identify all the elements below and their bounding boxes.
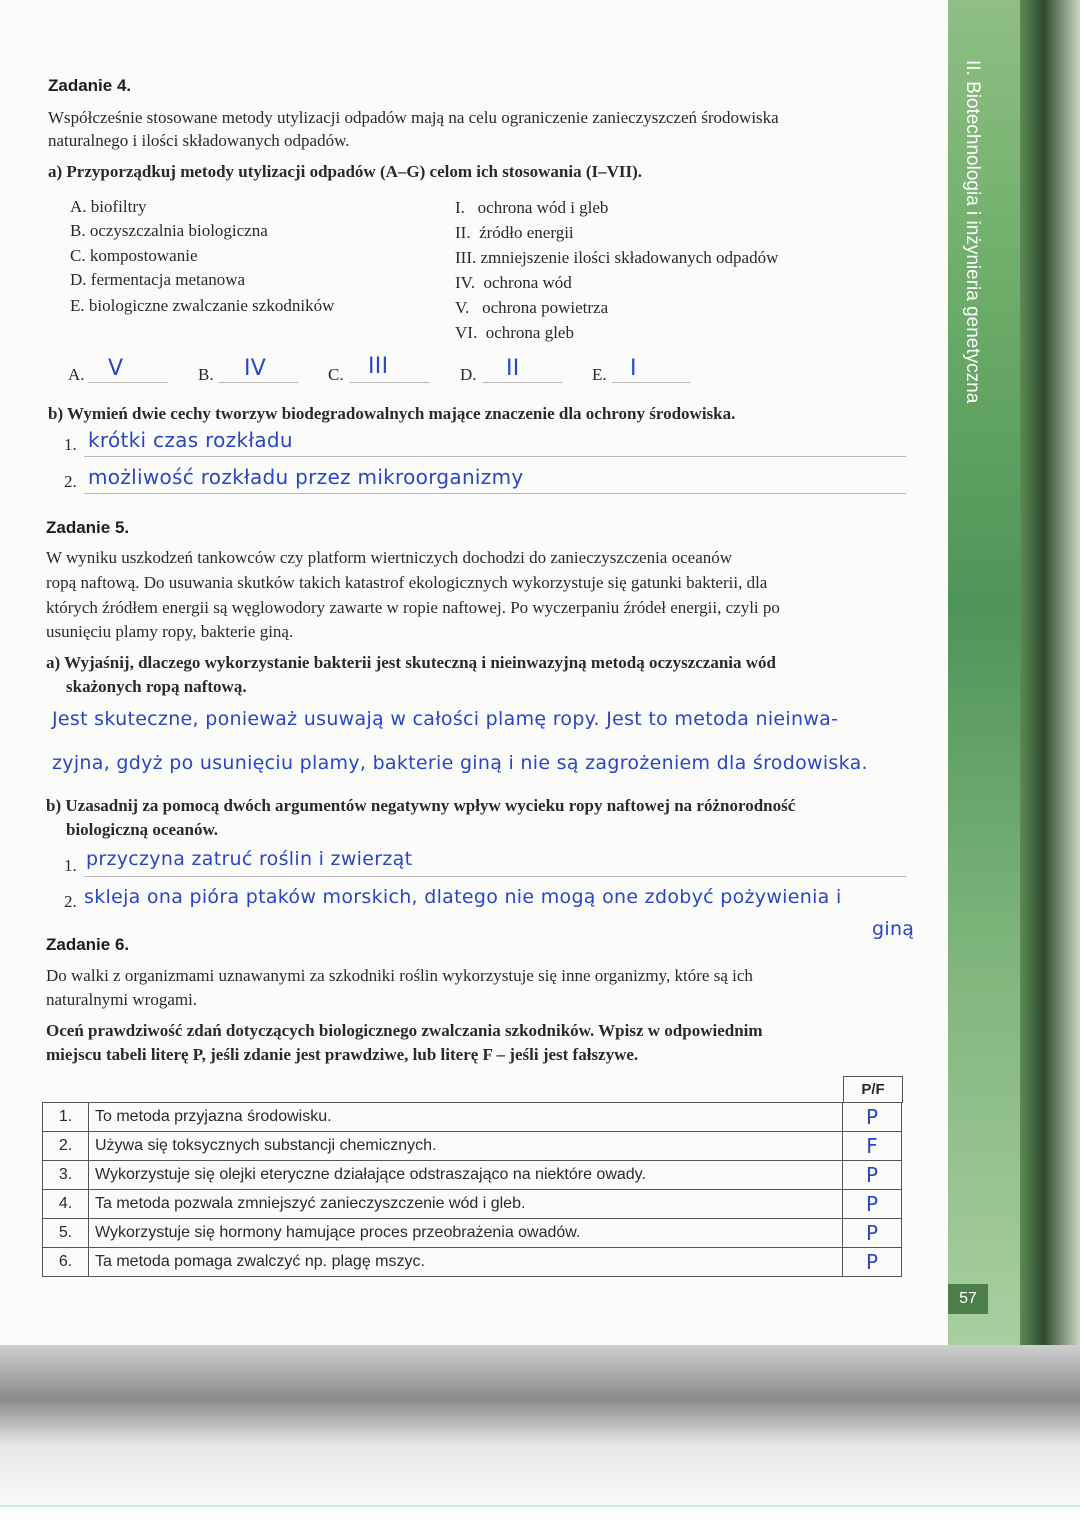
method-a: A. biofiltry bbox=[70, 197, 147, 216]
chapter-title: II. Biotechnologia i inżynieria genetyczna bbox=[962, 60, 983, 404]
task-4b-num-2: 2. bbox=[64, 472, 77, 491]
method-e: E. biologiczne zwalczanie szkodników bbox=[70, 296, 335, 315]
page-edge-shadow bbox=[1020, 0, 1080, 1345]
task-4b-answer-1[interactable]: krótki czas rozkładu bbox=[88, 428, 293, 452]
table-row bbox=[43, 1248, 902, 1277]
row-statement: Ta metoda pozwala zmniejszyć zanieczyszczenie wód i gleb. bbox=[89, 1190, 843, 1219]
true-false-table bbox=[42, 1102, 902, 1277]
task-5b-prompt-2: biologiczną oceanów. bbox=[66, 820, 219, 839]
goal-6: VI. ochrona gleb bbox=[455, 323, 574, 342]
task-6-intro-2: naturalnymi wrogami. bbox=[46, 990, 198, 1009]
task-5b-answer-2[interactable]: skleja ona pióra ptaków morskich, dlatego nie mogą one zdobyć pożywienia i bbox=[84, 886, 842, 908]
page-number: 57 bbox=[948, 1284, 988, 1314]
task-4-intro-line2: naturalnego i ilości składowanych odpadów. bbox=[48, 131, 350, 150]
answer-e[interactable]: I bbox=[630, 356, 637, 381]
task-5b-num-2: 2. bbox=[64, 892, 77, 911]
answer-label-b: B. bbox=[198, 365, 214, 384]
row-number: 1. bbox=[43, 1103, 89, 1132]
task-5b-line-1 bbox=[84, 876, 906, 877]
row-answer[interactable]: P bbox=[843, 1219, 902, 1248]
answer-d-line bbox=[482, 382, 562, 383]
answer-c-line bbox=[350, 382, 430, 383]
task-4b-line-2 bbox=[84, 493, 906, 494]
task-6-title: Zadanie 6. bbox=[46, 935, 130, 954]
task-4-intro-line1: Współcześnie stosowane metody utylizacji odpadów mają na celu ograniczenie zanieczyszczeń środowiska bbox=[48, 108, 779, 127]
task-5b-answer-2-cont[interactable]: giną bbox=[872, 918, 915, 940]
table-row bbox=[43, 1103, 902, 1132]
task-5-intro-1: W wyniku uszkodzeń tankowców czy platform wiertniczych dochodzi do zanieczyszczenia oceanów bbox=[46, 548, 733, 567]
row-answer[interactable]: P bbox=[843, 1190, 902, 1219]
task-4a-prompt: a) Przyporządkuj metody utylizacji odpadów (A–G) celom ich stosowania (I–VII). bbox=[48, 162, 643, 181]
method-d: D. fermentacja metanowa bbox=[70, 270, 246, 289]
table-row bbox=[43, 1219, 902, 1248]
answer-a[interactable]: V bbox=[108, 356, 124, 381]
task-4b-prompt: b) Wymień dwie cechy tworzyw biodegradowalnych mające znaczenie dla ochrony środowiska. bbox=[48, 404, 736, 423]
goal-3: III. zmniejszenie ilości składowanych odpadów bbox=[455, 248, 779, 267]
task-6-intro-1: Do walki z organizmami uznawanymi za szkodniki roślin wykorzystuje się inne organizmy, które są ich bbox=[46, 966, 753, 985]
task-5-intro-2: ropą naftową. Do usuwania skutków takich katastrof ekologicznych wykorzystuje się gatunki bakterii, dla bbox=[46, 573, 768, 592]
answer-c[interactable]: III bbox=[368, 354, 389, 379]
task-5a-answer-1[interactable]: Jest skuteczne, ponieważ usuwają w całości plamę ropy. Jest to metoda nieinwa- bbox=[52, 708, 839, 730]
task-4b-answer-2[interactable]: możliwość rozkładu przez mikroorganizmy bbox=[88, 465, 524, 489]
row-statement: Wykorzystuje się hormony hamujące proces przeobrażenia owadów. bbox=[89, 1219, 843, 1248]
table-row bbox=[43, 1132, 902, 1161]
scan-edge-line bbox=[0, 1505, 1080, 1507]
row-answer[interactable]: P bbox=[843, 1161, 902, 1190]
row-answer[interactable]: P bbox=[843, 1103, 902, 1132]
answer-label-c: C. bbox=[328, 365, 344, 384]
task-4b-line-1 bbox=[84, 456, 906, 457]
row-statement: Wykorzystuje się olejki eteryczne działające odstraszająco na niektóre owady. bbox=[89, 1161, 843, 1190]
row-number: 5. bbox=[43, 1219, 89, 1248]
answer-label-a: A. bbox=[68, 365, 85, 384]
goal-5: V. ochrona powietrza bbox=[455, 298, 609, 317]
goal-1: I. ochrona wód i gleb bbox=[455, 198, 609, 217]
goal-4: IV. ochrona wód bbox=[455, 273, 572, 292]
task-5-intro-3: których źródłem energii są węglowodory zawarte w ropie naftowej. Po wyczerpaniu źródeł energii, czyli po bbox=[46, 598, 780, 617]
goal-2: II. źródło energii bbox=[455, 223, 574, 242]
row-answer[interactable]: P bbox=[843, 1248, 902, 1277]
row-statement: Używa się toksycznych substancji chemicznych. bbox=[89, 1132, 843, 1161]
answer-b[interactable]: IV bbox=[244, 356, 267, 381]
row-number: 4. bbox=[43, 1190, 89, 1219]
row-number: 2. bbox=[43, 1132, 89, 1161]
task-5a-prompt-1: a) Wyjaśnij, dlaczego wykorzystanie bakterii jest skuteczną i nieinwazyjną metodą oczyszczania wód bbox=[46, 653, 776, 672]
task-5a-answer-2[interactable]: zyjna, gdyż po usunięciu plamy, bakterie giną i nie są zagrożeniem dla środowiska. bbox=[52, 752, 868, 774]
task-5b-num-1: 1. bbox=[64, 856, 77, 875]
row-statement: Ta metoda pomaga zwalczyć np. plagę mszyc. bbox=[89, 1248, 843, 1277]
task-5b-prompt-1: b) Uzasadnij za pomocą dwóch argumentów negatywny wpływ wycieku ropy naftowej na różnorodność bbox=[46, 796, 796, 815]
task-5a-prompt-2: skażonych ropą naftową. bbox=[66, 677, 247, 696]
pf-column-header: P/F bbox=[843, 1076, 903, 1103]
answer-label-d: D. bbox=[460, 365, 477, 384]
task-4b-num-1: 1. bbox=[64, 435, 77, 454]
answer-e-line bbox=[612, 382, 690, 383]
task-5-title: Zadanie 5. bbox=[46, 518, 130, 537]
answer-b-line bbox=[218, 382, 298, 383]
scan-shadow bbox=[0, 1345, 1080, 1526]
answer-a-line bbox=[88, 382, 168, 383]
row-statement: To metoda przyjazna środowisku. bbox=[89, 1103, 843, 1132]
task-5b-answer-1[interactable]: przyczyna zatruć roślin i zwierząt bbox=[86, 848, 413, 870]
table-row bbox=[43, 1161, 902, 1190]
task-6-prompt-2: miejscu tabeli literę P, jeśli zdanie jest prawdziwe, lub literę F – jeśli jest fałszywe. bbox=[46, 1045, 639, 1064]
answer-d[interactable]: II bbox=[506, 356, 520, 381]
table-row bbox=[43, 1190, 902, 1219]
task-6-prompt-1: Oceń prawdziwość zdań dotyczących biologicznego zwalczania szkodników. Wpisz w odpowiednim bbox=[46, 1021, 763, 1040]
row-number: 6. bbox=[43, 1248, 89, 1277]
answer-label-e: E. bbox=[592, 365, 607, 384]
method-c: C. kompostowanie bbox=[70, 246, 198, 265]
row-number: 3. bbox=[43, 1161, 89, 1190]
row-answer[interactable]: F bbox=[843, 1132, 902, 1161]
method-b: B. oczyszczalnia biologiczna bbox=[70, 221, 268, 240]
task-4-title: Zadanie 4. bbox=[48, 76, 132, 95]
task-5-intro-4: usunięciu plamy ropy, bakterie giną. bbox=[46, 622, 294, 641]
